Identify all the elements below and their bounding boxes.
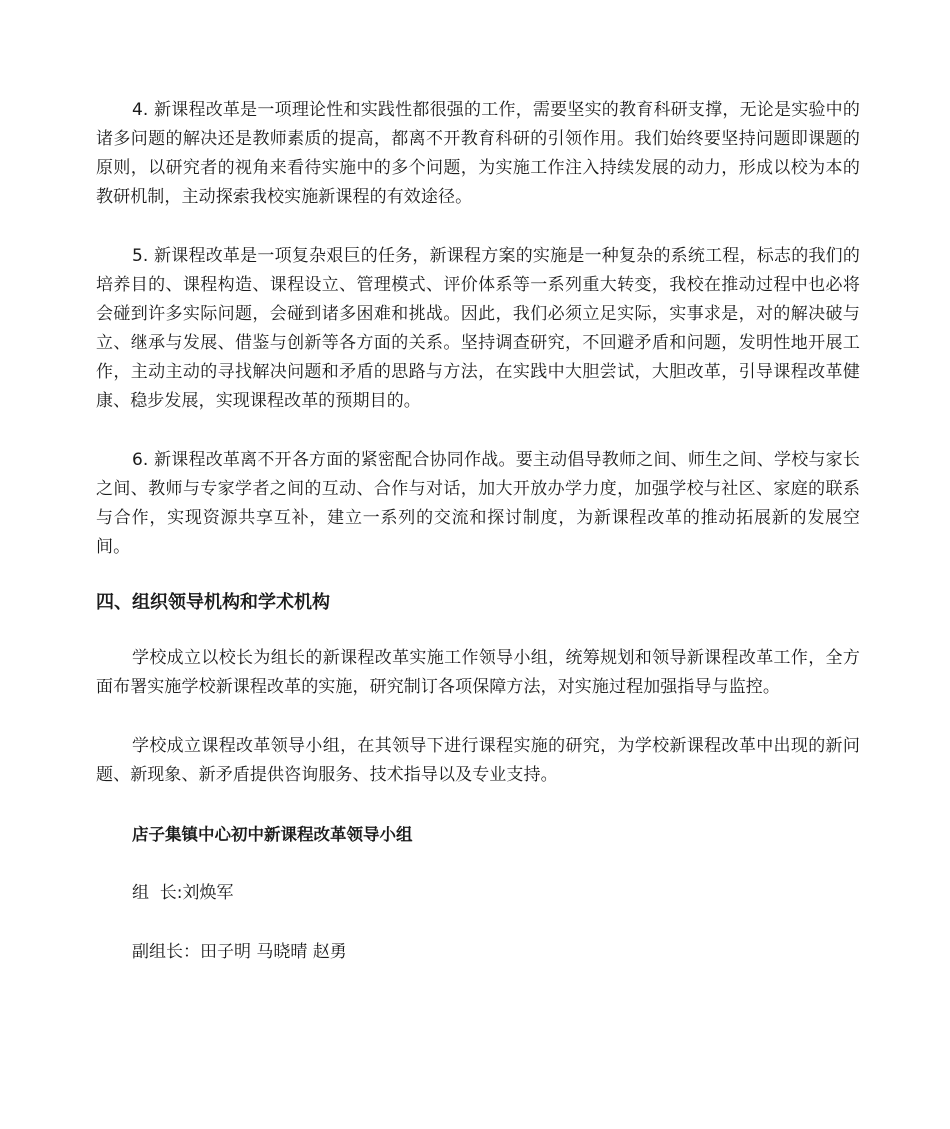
section-heading: 四、组织领导机构和学术机构: [96, 592, 330, 613]
spacer: [96, 618, 860, 644]
spacer: [96, 908, 860, 938]
section-paragraph-2: 学校成立课程改革领导小组，在其领导下进行课程实施的研究，为学校新课程改革中出现的新问题、新现象、新矛盾提供咨询服务、技术指导以及专业支持。: [96, 736, 860, 785]
paragraph-4: 4. 新课程改革是一项理论性和实践性都很强的工作，需要坚实的教育科研支撑，无论是实验中的诸多问题的解决还是教师素质的提高，都离不开教育科研的引领作用。我们始终要坚持问题即课题的原则，以研究者的视角来看待实施中的多个问题，为实施工作注入持续发展的动力，形成以校为本的教研机制，主动探索我校实施新课程的有效途径。: [96, 100, 860, 207]
spacer: [96, 212, 860, 242]
group-title: 店子集镇中心初中新课程改革领导小组: [132, 825, 413, 844]
spacer: [96, 849, 860, 879]
paragraph-5: 5. 新课程改革是一项复杂艰巨的任务，新课程方案的实施是一种复杂的系统工程，标志的我们的培养目的、课程构造、课程设立、管理模式、评价体系等一系列重大转变，我校在推动过程中也必将会碰到许多实际问题，会碰到诸多困难和挑战。因此，我们必须立足实际，实事求是，对的解决破与立、继承与发展、借鉴与创新等各方面的关系。坚持调查研究，不回避矛盾和问题，发明性地开展工作，主动主动的寻找解决问题和矛盾的思路与方法，在实践中大胆尝试，大胆改革，引导课程改革健康、稳步发展，实现课程改革的预期目的。: [96, 246, 860, 411]
section-paragraph-1: 学校成立以校长为组长的新课程改革实施工作领导小组，统筹规划和领导新课程改革工作，全方面布署实施学校新课程改革的实施，研究制订各项保障方法，对实施过程加强指导与监控。: [96, 648, 860, 697]
group-leader: 组 长:刘焕军: [132, 883, 234, 903]
paragraph-6: 6. 新课程改革离不开各方面的紧密配合协同作战。要主动倡导教师之间、师生之间、学校与家长之间、教师与专家学者之间的互动、合作与对话，加大开放办学力度，加强学校与社区、家庭的联系与合作，实现资源共享互补，建立一系列的交流和探讨制度，为新课程改革的推动拓展新的发展空间。: [96, 450, 860, 557]
spacer: [96, 416, 860, 446]
group-deputy: 副组长：田子明 马晓晴 赵勇: [132, 942, 347, 962]
spacer: [96, 562, 860, 588]
document-page: [96, 96, 860, 967]
spacer: [96, 790, 860, 820]
spacer: [96, 702, 860, 732]
